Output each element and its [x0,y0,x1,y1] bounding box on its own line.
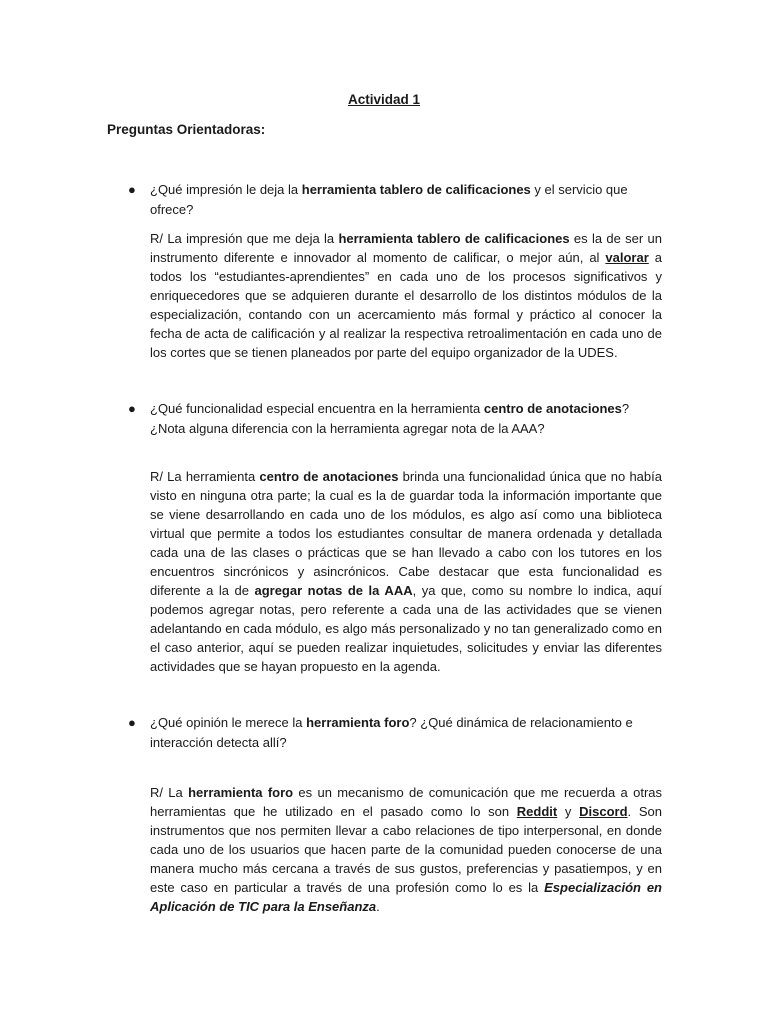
bullet-icon: ● [128,715,136,730]
text-run: herramienta tablero de calificaciones [338,231,570,246]
text-run: valorar [605,250,649,265]
text-run: centro de anotaciones [483,401,622,416]
text-run: Especialización en Aplicación de TIC para la Enseñanza [150,880,662,914]
answer-2 [150,467,662,676]
text-run: R/ La impresión que me deja la [150,231,339,246]
text-run: herramienta foro [306,715,410,730]
text-run: y el servicio que ofrece? [150,182,628,217]
text-run: ? ¿Nota alguna diferencia con la herramienta agregar nota de la AAA? [150,401,630,436]
text-run: a todos los “estudiantes-aprendientes” en cada uno de los procesos significativos y enriquecedores que se adquieren durante el desarrollo de los distintos módulos de la especialización, contando con un acercamiento más formal y práctico al conocer la fecha de acta de calificación y al realizar la respectiva retroalimentación en cada uno de los cortes que se tienen planeados por parte del equipo organizador de la UDES. [150,250,662,360]
question-text [150,715,633,750]
question-3 [128,713,662,752]
text-run: Discord [579,804,628,819]
document-title: Actividad 1 [347,92,421,107]
text-run: Reddit [516,804,558,819]
text-run: ¿Qué funcionalidad especial encuentra en la herramienta [150,401,484,416]
text-run: . [376,899,380,914]
text-run: ? ¿Qué dinámica de relacionamiento e interacción detecta allí? [150,715,633,750]
question-1 [128,180,662,219]
text-run: herramienta foro [188,785,294,800]
document-subtitle: Preguntas Orientadoras: [107,122,266,137]
text-run: y [557,804,580,819]
text-run: . Son instrumentos que nos permiten llevar a cabo relaciones de tipo interpersonal, en donde cada uno de los usuarios que hacen parte de la comunidad pueden conocerse de una manera mucho más cercana a través de sus gustos, preferencias y pasatiempos, y en este caso en particular a través de una profesión como lo es la [150,804,662,895]
text-run: R/ La [150,785,189,800]
text-run: R/ La herramienta [150,469,260,484]
question-text [150,182,628,217]
text-run: herramienta tablero de calificaciones [301,182,531,197]
text-run: ¿Qué impresión le deja la [150,182,302,197]
bullet-icon: ● [128,401,136,416]
text-run: centro de anotaciones [259,469,399,484]
text-run: agregar notas de la AAA [254,583,413,598]
answer-1 [150,229,662,362]
question-text [150,401,629,436]
text-run: es la de ser un instrumento diferente e innovador al momento de calificar, o mejor aún, al [150,231,662,265]
text-run: , ya que, como su nombre lo indica, aquí podemos agregar notas, pero referente a cada una de las actividades que se vienen adelantando en cada módulo, es algo más personalizado y no tan generalizado como en el caso anterior, aquí se pueden realizar inquietudes, solicitudes y enviar las diferentes actividades que se hayan propuesto en la agenda. [150,583,662,674]
text-run: brinda una funcionalidad única que no había visto en ninguna otra parte; la cual es la de guardar toda la información importante que se viene desarrollando en cada uno de los módulos, es algo así como una biblioteca virtual que permite a todos los estudiantes consultar de manera ordenada y detallada cada una de las clases o prácticas que se han llevado a cabo con los tutores en los encuentros sincrónicos y asincrónicos. Cabe destacar que esta funcionalidad es diferente a la de [150,469,662,598]
text-run: es un mecanismo de comunicación que me recuerda a otras herramientas que he utilizado en el pasado como lo son [150,785,663,819]
answer-3 [150,783,662,916]
text-run: ¿Qué opinión le merece la [150,715,307,730]
bullet-icon: ● [128,182,136,197]
question-2 [128,399,662,438]
